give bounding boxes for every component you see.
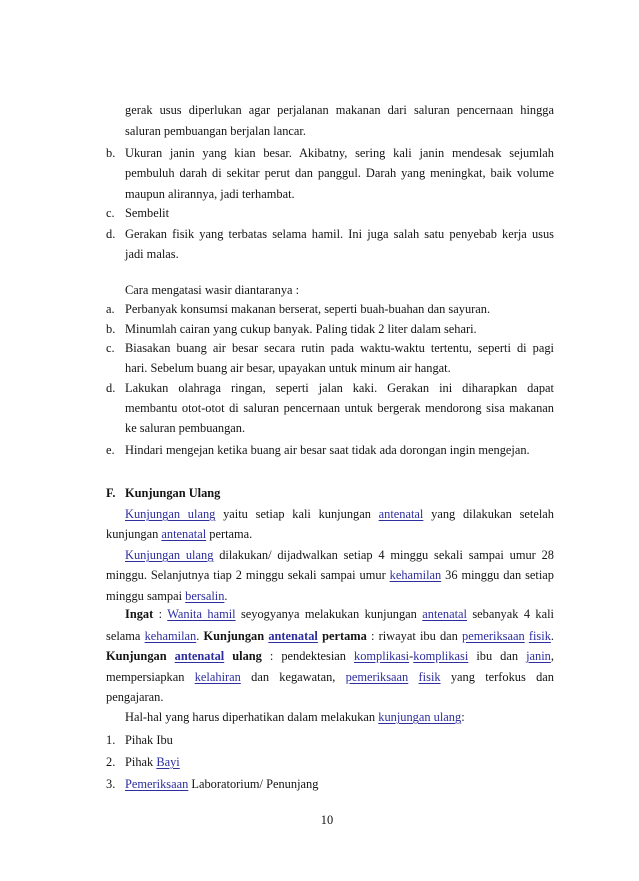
- list-marker: b.: [106, 322, 116, 336]
- checklist-item-pihak-ibu: [125, 731, 554, 749]
- link-kunjungan-ulang[interactable]: Kunjungan ulang: [125, 507, 216, 521]
- cause-a-line-2: saluran pembuangan berjalan lancar.: [125, 124, 306, 138]
- list-marker: a.: [106, 302, 115, 316]
- list-marker: d.: [106, 381, 116, 395]
- reminder-line-5: [106, 688, 554, 706]
- link-kelahiran[interactable]: kelahiran: [194, 670, 241, 684]
- list-marker: 1.: [106, 733, 116, 747]
- text-segment: Hal-hal yang harus diperhatikan dalam melakukan: [125, 710, 376, 724]
- link-kehamilan[interactable]: kehamilan: [144, 629, 197, 643]
- list-marker: c.: [106, 341, 115, 355]
- link-antenatal[interactable]: antenatal: [378, 507, 424, 521]
- text-segment: selama: [106, 629, 141, 643]
- remedy-e-line-1: Hindari mengejan ketika buang air besar saat tidak ada dorongan ingin mengejan.: [125, 443, 530, 457]
- link-pemeriksaan[interactable]: Pemeriksaan: [125, 777, 189, 791]
- cause-c-line-1: Sembelit: [125, 206, 170, 220]
- link-fisik[interactable]: fisik: [418, 670, 441, 684]
- schedule-line-2: [106, 566, 554, 584]
- list-marker: d.: [106, 227, 116, 241]
- remedy-d-line-3: ke saluran pembuangan.: [125, 421, 246, 435]
- text-segment: mempersiapkan: [106, 670, 185, 684]
- text-segment: kunjungan: [106, 527, 159, 541]
- checklist-item-pemeriksaan: [125, 775, 554, 793]
- link-wanita-hamil[interactable]: Wanita hamil: [167, 607, 236, 621]
- text-segment: minggu sampai: [106, 589, 183, 603]
- remedy-a-line-1: Perbanyak konsumsi makanan berserat, seperti buah-buahan dan sayuran.: [125, 302, 491, 316]
- link-antenatal[interactable]: antenatal: [161, 527, 207, 541]
- list-marker: e.: [106, 443, 115, 457]
- text-segment: sebanyak 4 kali: [472, 607, 554, 621]
- reminder-line-1: [125, 605, 554, 623]
- link-kunjungan-ulang[interactable]: Kunjungan ulang: [125, 548, 214, 562]
- link-janin[interactable]: janin: [526, 649, 551, 663]
- remedy-d-line-1: Lakukan olahraga ringan, seperti jalan kaki. Gerakan ini diharapkan dapat: [125, 381, 554, 395]
- text-segment: Pihak Ibu: [125, 733, 173, 747]
- text-segment: .: [550, 629, 554, 643]
- link-komplikasi[interactable]: komplikasi: [354, 649, 410, 663]
- text-segment: yang dilakukan setelah: [431, 507, 554, 521]
- link-antenatal[interactable]: antenatal: [268, 629, 318, 643]
- list-marker: c.: [106, 206, 115, 220]
- text-segment: minggu. Selanjutnya tiap 2 minggu sekali sampai umur: [106, 568, 386, 582]
- text-segment: 36 minggu dan setiap: [445, 568, 554, 582]
- text-segment: yang terfokus dan: [450, 670, 554, 684]
- remedy-c-line-1: Biasakan buang air besar secara rutin pada waktu-waktu tertentu, seperti di pagi: [125, 341, 554, 355]
- text-segment: -: [409, 649, 414, 663]
- checklist-item-pihak-bayi: [125, 753, 554, 771]
- cause-d-line-1: Gerakan fisik yang terbatas selama hamil. Ini juga salah satu penyebab kerja usus: [125, 227, 554, 241]
- text-segment: Laboratorium/ Penunjang: [191, 777, 319, 791]
- bold-segment: ulang: [232, 649, 262, 663]
- ingat-label: Ingat: [125, 607, 154, 621]
- cause-b-line-3: maupun alirannya, jadi terhambat.: [125, 187, 295, 201]
- definition-line-2: [106, 525, 554, 543]
- section-marker: F.: [106, 486, 116, 500]
- cause-b-line-1: Ukuran janin yang kian besar. Akibatny, sering kali janin mendesak sejumlah: [125, 146, 554, 160]
- link-bersalin[interactable]: bersalin: [185, 589, 225, 603]
- text-segment: ibu dan: [476, 649, 519, 663]
- list-marker: 3.: [106, 777, 116, 791]
- schedule-line-3: [106, 587, 554, 605]
- text-segment: seyogyanya melakukan kunjungan: [240, 607, 417, 621]
- cause-a-line-1: gerak usus diperlukan agar perjalanan makanan dari saluran pencernaan hingga: [125, 103, 554, 117]
- link-pemeriksaan[interactable]: pemeriksaan: [345, 670, 409, 684]
- list-marker: b.: [106, 146, 116, 160]
- reminder-line-3: [106, 647, 554, 665]
- remedies-intro: Cara mengatasi wasir diantaranya :: [125, 283, 300, 297]
- checklist-intro: [125, 708, 554, 726]
- reminder-line-2: [106, 627, 554, 645]
- text-segment: : pendektesian: [269, 649, 347, 663]
- reminder-line-4: [106, 668, 554, 686]
- text-segment: ,: [550, 649, 554, 663]
- text-segment: pengajaran.: [106, 690, 164, 704]
- link-antenatal[interactable]: antenatal: [422, 607, 467, 621]
- link-antenatal[interactable]: antenatal: [174, 649, 225, 663]
- bold-segment: Kunjungan: [106, 649, 167, 663]
- page-number: 10: [320, 813, 334, 827]
- definition-line-1: [125, 505, 554, 523]
- text-segment: : riwayat ibu dan: [371, 629, 458, 643]
- link-bayi[interactable]: Bayi: [156, 755, 180, 769]
- text-segment: :: [461, 710, 465, 724]
- bold-segment: Kunjungan: [203, 629, 265, 643]
- bold-segment: pertama: [322, 629, 367, 643]
- list-marker: 2.: [106, 755, 116, 769]
- text-segment: pertama.: [209, 527, 253, 541]
- text-segment: dan kegawatan,: [251, 670, 336, 684]
- cause-b-line-2: pembuluh darah di sekitar perut dan panggul. Darah yang meningkat, baik volume: [125, 166, 554, 180]
- remedy-d-line-2: membantu otot-otot di saluran pencernaan untuk bergerak mendorong sisa makanan: [125, 401, 554, 415]
- text-segment: .: [196, 629, 200, 643]
- link-pemeriksaan[interactable]: pemeriksaan: [462, 629, 525, 643]
- text-segment: yaitu setiap kali kunjungan: [223, 507, 371, 521]
- text-segment: Pihak: [125, 755, 154, 769]
- section-title: Kunjungan Ulang: [125, 486, 221, 500]
- schedule-line-1: [125, 546, 554, 564]
- text-segment: .: [224, 589, 228, 603]
- link-komplikasi[interactable]: komplikasi: [413, 649, 469, 663]
- link-fisik[interactable]: fisik: [528, 629, 551, 643]
- text-segment: :: [158, 607, 163, 621]
- text-segment: dilakukan/ dijadwalkan setiap 4 minggu sekali sampai umur 28: [219, 548, 554, 562]
- link-kehamilan[interactable]: kehamilan: [389, 568, 442, 582]
- link-kunjungan-ulang[interactable]: kunjungan ulang: [378, 710, 462, 724]
- remedy-c-line-2: hari. Sebelum buang air besar, upayakan untuk minum air hangat.: [125, 361, 451, 375]
- remedy-b-line-1: Minumlah cairan yang cukup banyak. Paling tidak 2 liter dalam sehari.: [125, 322, 477, 336]
- cause-d-line-2: jadi malas.: [125, 247, 179, 261]
